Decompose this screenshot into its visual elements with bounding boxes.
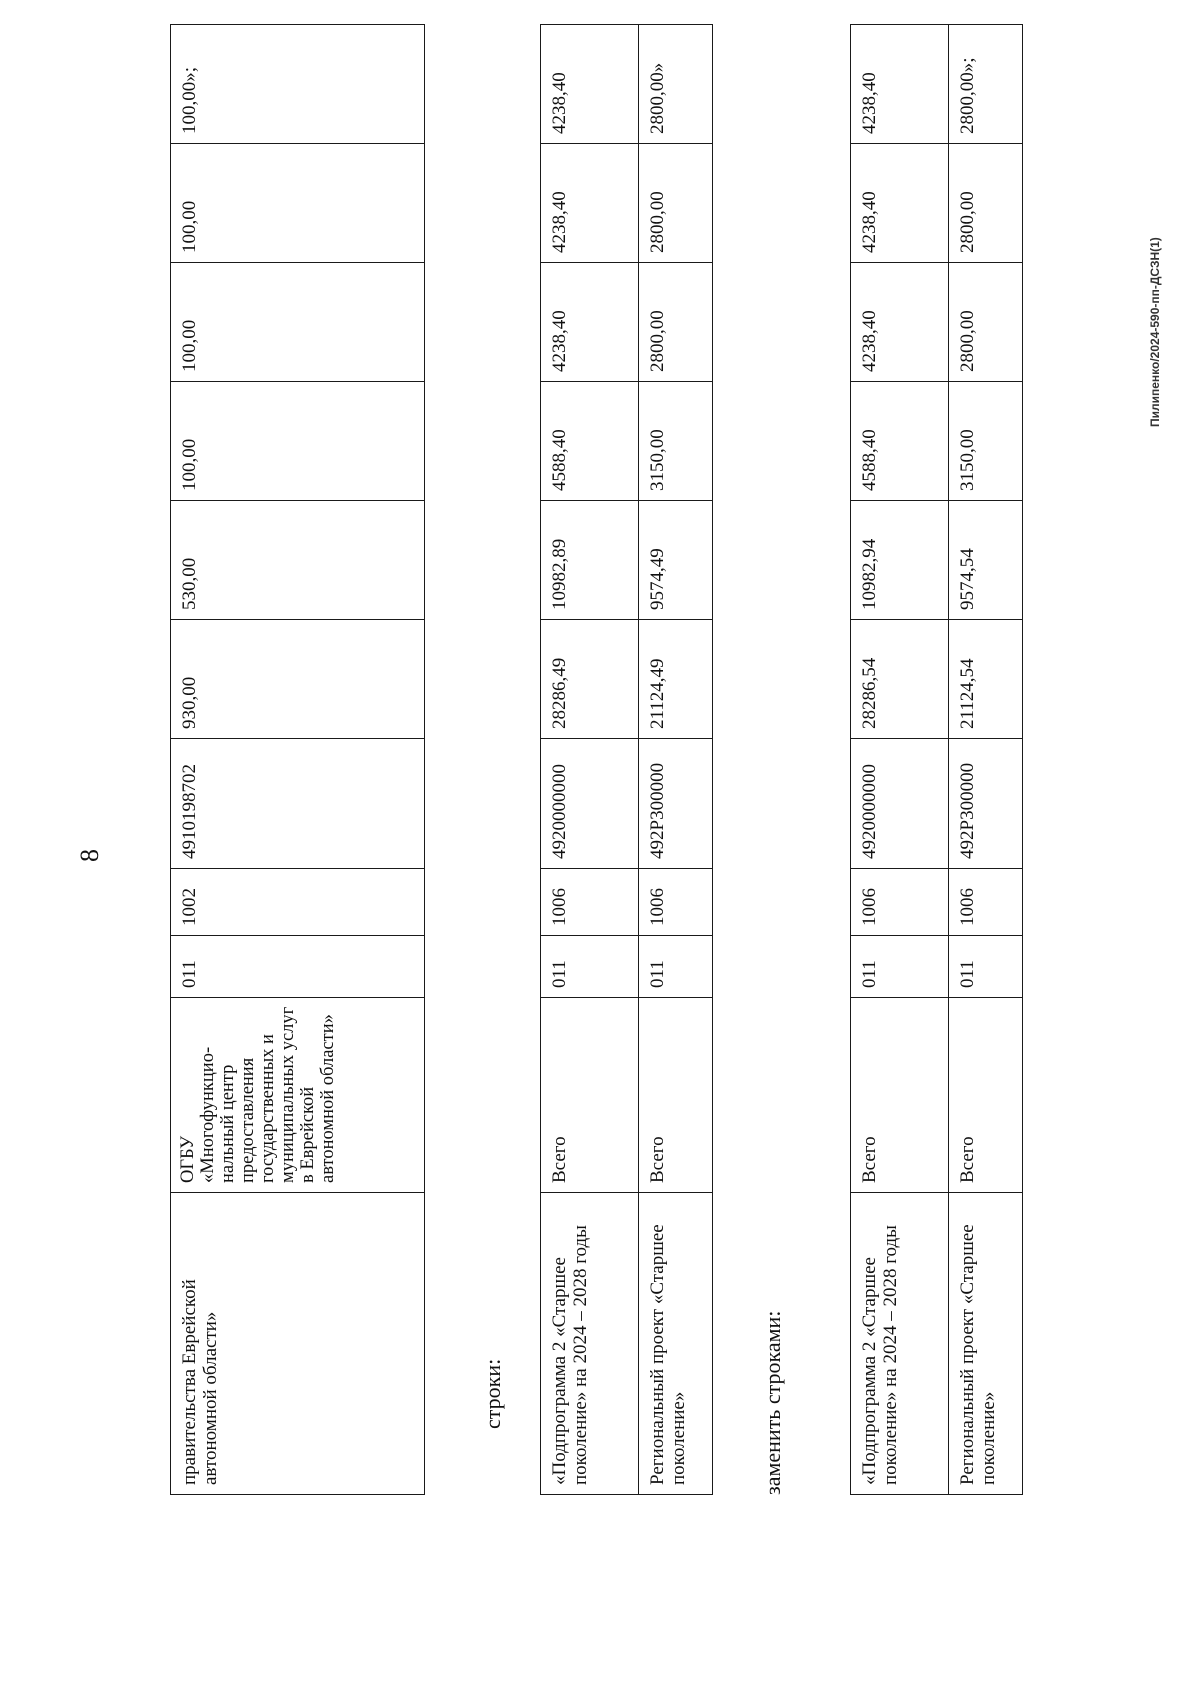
table-row xyxy=(949,25,1023,1495)
cell-value-1: 28286,54 xyxy=(851,620,949,739)
cell-csr: 4920000000 xyxy=(851,739,949,869)
caption-lines: строки: xyxy=(480,1358,505,1429)
cell-csr: 4910198702 xyxy=(171,739,425,869)
cell-value-1: 21124,49 xyxy=(639,620,713,739)
cell-csr: 4920000000 xyxy=(541,739,639,869)
cell-value-5: 100,00 xyxy=(171,144,425,263)
cell-value-4: 4238,40 xyxy=(851,263,949,382)
cell-value-6: 4238,40 xyxy=(541,25,639,144)
table-budget-new xyxy=(850,24,1023,1495)
cell-value-6: 2800,00»; xyxy=(949,25,1023,144)
table-budget-old xyxy=(540,24,713,1495)
cell-value-6: 4238,40 xyxy=(851,25,949,144)
cell-executor: Всего xyxy=(639,998,713,1193)
table-budget-top xyxy=(170,24,425,1495)
cell-name: Региональный проект «Старшее поколение» xyxy=(949,1193,1023,1495)
cell-value-2: 530,00 xyxy=(171,501,425,620)
cell-grbs: 011 xyxy=(639,936,713,998)
cell-name: Региональный проект «Старшее поколение» xyxy=(639,1193,713,1495)
cell-rzpr: 1006 xyxy=(949,869,1023,936)
cell-value-1: 930,00 xyxy=(171,620,425,739)
cell-value-3: 100,00 xyxy=(171,382,425,501)
cell-executor: Всего xyxy=(851,998,949,1193)
cell-grbs: 011 xyxy=(541,936,639,998)
document-code: Пилипенко/2024-590-пп-ДСЗН(1) xyxy=(1148,237,1162,427)
cell-grbs: 011 xyxy=(171,936,425,998)
cell-value-6: 100,00»; xyxy=(171,25,425,144)
cell-name: «Подпрограмма 2 «Старшее поколение» на 2024 – 2028 годы xyxy=(851,1193,949,1495)
caption-replace: заменить строками: xyxy=(760,1310,785,1495)
cell-csr: 492P300000 xyxy=(949,739,1023,869)
cell-rzpr: 1006 xyxy=(639,869,713,936)
cell-value-4: 2800,00 xyxy=(639,263,713,382)
cell-value-3: 3150,00 xyxy=(639,382,713,501)
cell-value-1: 28286,49 xyxy=(541,620,639,739)
cell-executor: Всего xyxy=(541,998,639,1193)
cell-value-5: 4238,40 xyxy=(541,144,639,263)
cell-rzpr: 1006 xyxy=(851,869,949,936)
cell-value-2: 9574,49 xyxy=(639,501,713,620)
cell-executor: Всего xyxy=(949,998,1023,1193)
cell-value-4: 4238,40 xyxy=(541,263,639,382)
cell-grbs: 011 xyxy=(851,936,949,998)
cell-name: правительства Еврейской автономной области» xyxy=(171,1193,425,1495)
table-row xyxy=(639,25,713,1495)
cell-value-2: 10982,89 xyxy=(541,501,639,620)
table-row xyxy=(851,25,949,1495)
cell-value-4: 100,00 xyxy=(171,263,425,382)
cell-value-5: 2800,00 xyxy=(949,144,1023,263)
cell-value-4: 2800,00 xyxy=(949,263,1023,382)
cell-rzpr: 1002 xyxy=(171,869,425,936)
cell-value-3: 4588,40 xyxy=(851,382,949,501)
cell-value-1: 21124,54 xyxy=(949,620,1023,739)
cell-grbs: 011 xyxy=(949,936,1023,998)
cell-value-2: 9574,54 xyxy=(949,501,1023,620)
cell-csr: 492P300000 xyxy=(639,739,713,869)
cell-value-3: 3150,00 xyxy=(949,382,1023,501)
cell-value-6: 2800,00» xyxy=(639,25,713,144)
table-row xyxy=(171,25,425,1495)
cell-value-3: 4588,40 xyxy=(541,382,639,501)
table-row xyxy=(541,25,639,1495)
cell-value-5: 4238,40 xyxy=(851,144,949,263)
page-number: 8 xyxy=(75,849,104,862)
cell-executor: ОГБУ «Многофункцио-нальный центр предоставления государственных и муниципальных услуг в Еврейской автономной области» xyxy=(171,998,425,1193)
cell-value-2: 10982,94 xyxy=(851,501,949,620)
cell-value-5: 2800,00 xyxy=(639,144,713,263)
cell-name: «Подпрограмма 2 «Старшее поколение» на 2024 – 2028 годы xyxy=(541,1193,639,1495)
cell-rzpr: 1006 xyxy=(541,869,639,936)
